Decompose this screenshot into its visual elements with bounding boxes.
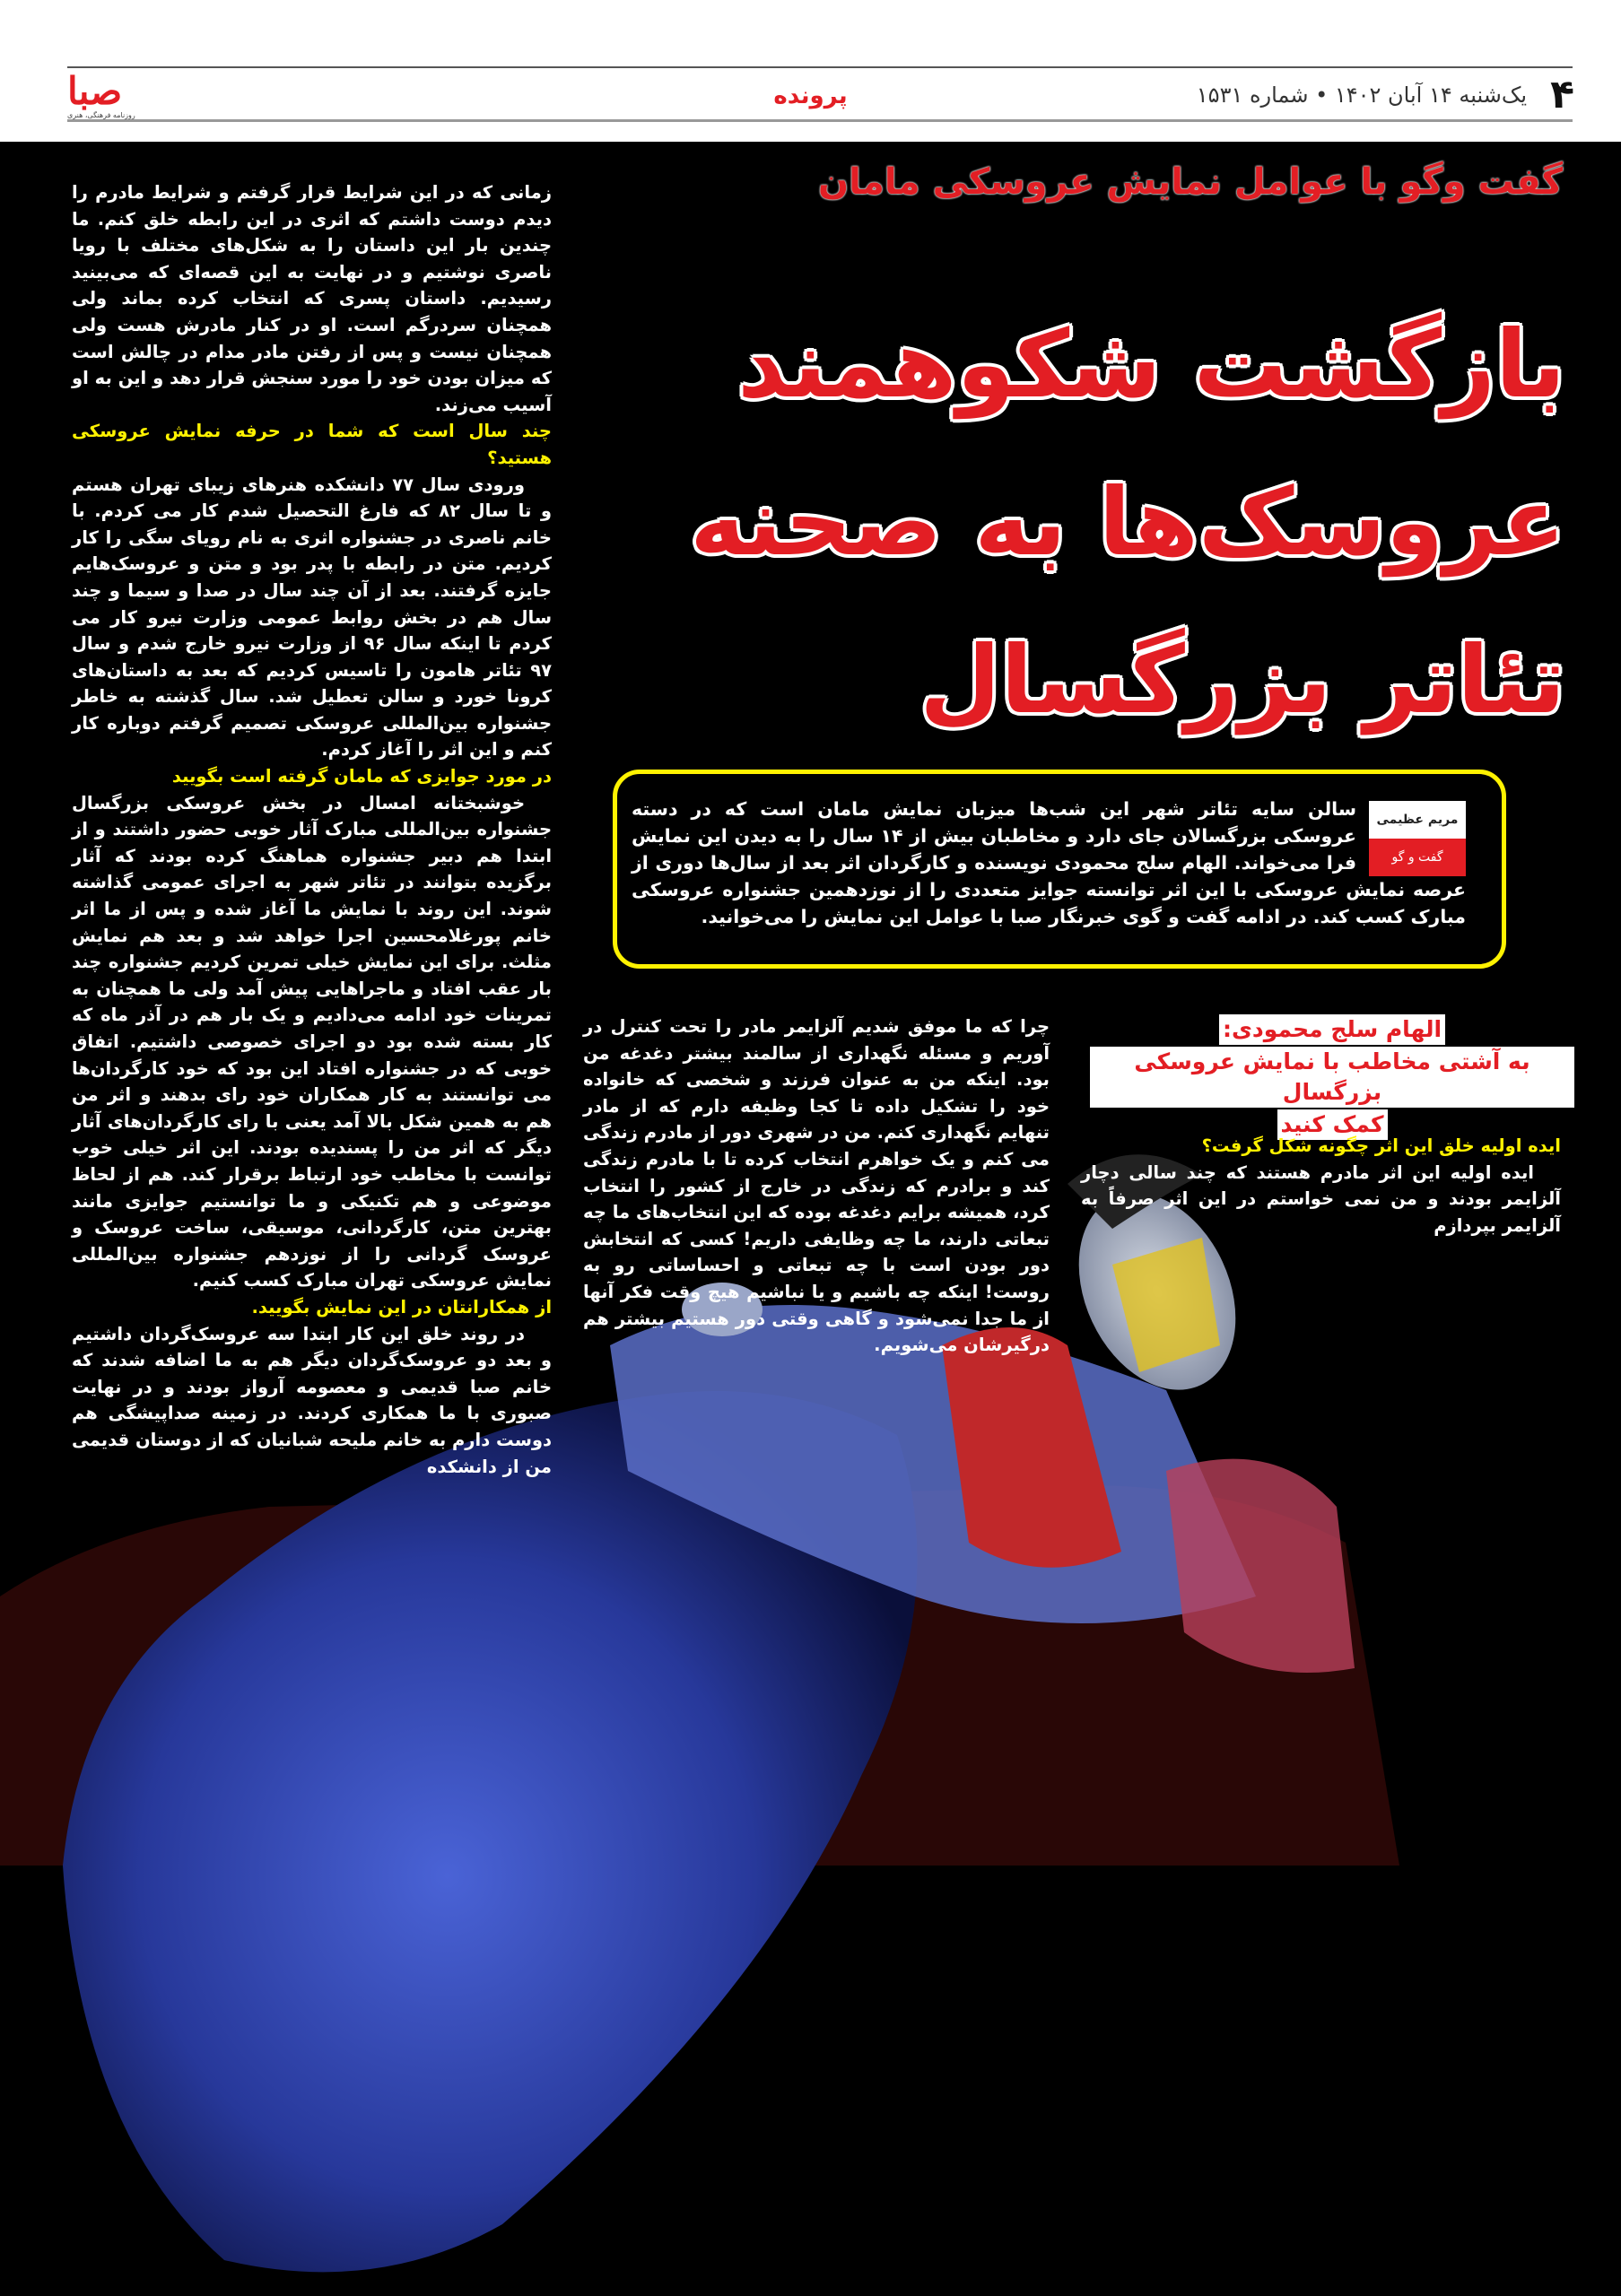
lead-paragraph: سالن سایه تئاتر شهر این شب‌ها میزبان نمایش مامان است که در دسته عروسکی بزرگسالان جای دارد و مخاطبان بیش از ۱۴ سال را به دیدن این نمایش فرا می‌خواند. الهام سلج محمودی نویسنده و کارگردان اثر بعد از سال‌ها دوری از عرصه نمایش عروسکی با این اثر توانسته جوایز متعددی را از نوزدهمین جشنواره عروسکی مبارک کسب کند. در ادامه گفت و گوی خبرنگار صبا با عوامل این نمایش را می‌خوانید. [632, 798, 1466, 927]
logo-mark: صبا [67, 69, 123, 113]
article-column-left [72, 179, 552, 1480]
pull-quote [1090, 1013, 1574, 1141]
byline-badge [1369, 801, 1466, 876]
interview-question: از همکارانتان در این نمایش بگویید. [251, 1296, 552, 1318]
byline-category: گفت و گو [1369, 839, 1466, 876]
pull-quote-line: الهام سلج محمودی: [1219, 1014, 1445, 1045]
header-top-rule [67, 66, 1573, 68]
author-name: مریم عظیمی [1369, 801, 1466, 839]
interview-question: ایده اولیه خلق این اثر چگونه شکل گرفت؟ [1201, 1135, 1561, 1156]
date-issue: یک‌شنبه ۱۴ آبان ۱۴۰۲ • شماره ۱۵۳۱ [1196, 83, 1527, 108]
logo-subtitle: روزنامه فرهنگی، هنری [67, 111, 135, 119]
header-bottom-rule [67, 119, 1573, 122]
saba-logo [67, 69, 153, 121]
headline-line: بازگشت شکوهمند [737, 309, 1565, 419]
page-number: ۴ [1550, 72, 1574, 117]
interview-question: چند سال است که شما در حرفه نمایش عروسکی هستید؟ [72, 421, 552, 468]
article-headline [623, 285, 1565, 759]
interview-question: در مورد جوایزی که مامان گرفته است بگویید [171, 766, 552, 787]
pull-quote-line: به آشتی مخاطب با نمایش عروسکی بزرگسال [1090, 1047, 1574, 1108]
article-column-middle [583, 1013, 1050, 1359]
pull-quote-line: کمک کنید [1277, 1109, 1388, 1140]
body-paragraph: ایده اولیه این اثر مادرم هستند که چند سالی دچار آلزایمر بودند و من نمی خواستم در این اثر صرفاً به آلزایمر بپردازم [1081, 1161, 1561, 1236]
article-column-right [1081, 1133, 1561, 1239]
body-paragraph: خوشبختانه امسال در بخش عروسکی بزرگسال جشنواره بین‌المللی مبارک آثار خوبی حضور داشتند و از ابتدا هم دبیر جشنواره هماهنگ کرده بودند که آثار برگزیده بتوانند در تئاتر شهر به اجرای عمومی گذاشته شوند. این روند با نمایش ما آغاز شده و پس از ما اثر خانم پورغلامحسین اجرا خواهد شد و بعد هم نمایش مثلث. برای این نمایش خیلی تمرین کردیم جشنواره چند بار عقب افتاد و ماجراهایی پیش آمد ولی ما همچنان به تمرینات خود ادامه می‌دادیم و یک بار هم در آذر ماه که کار بسته شده بود دو اجرای خصوصی داشتیم. اتفاق خوبی که در جشنواره افتاد این بود که خود کارگردان‌ها می توانستند به کار همکاران خود رای بدهند و اثر من هم به همین شکل بالا آمد یعنی با رای کارگردان‌های آثار دیگر که اثر من را پسندیده بودند. این اثر خیلی خوب توانست با مخاطب خود ارتباط برقرار کند. هم از لحاظ موضوعی و هم تکنیکی و ما توانستیم جوایزی مانند بهترین متن، کارگردانی، موسیقی، ساخت عروسک و عروسک گردانی را از نوزدهم جشنواره بین‌المللی نمایش عروسکی تهران مبارک کسب کنیم. [72, 792, 552, 1292]
lead-box [613, 770, 1506, 969]
lead-text-wrap [632, 796, 1466, 930]
body-paragraph: چرا که ما موفق شدیم آلزایمر مادر را تحت کنترل در آوریم و مسئله نگهداری از سالمند بیشتر دغدغه من بود. اینکه من به عنوان فرزند و شخصی که خانواده خود را تشکیل داده تا کجا وظیفه دارم که از مادر تنهایم نگهداری کنم. من در شهری دور از مادرم زندگی می کنم و یک خواهرم انتخاب کرده تا با مادرم زندگی کند و برادرم که زندگی در خارج از کشور را انتخاب کرد، همیشه برایم دغدغه بوده که این انتخاب‌های ما چه تبعاتی دارند، ما چه وظایفی داریم! کسی که انتخابش دور بودن است با چه تبعاتی و احساساتی رو به روست! اینکه چه باشیم و یا نباشیم هیچ وقت فکر آنها از ما جدا نمی‌شود و گاهی وقتی دور هستیم بیشتر هم درگیرشان می‌شویم. [583, 1016, 1050, 1356]
body-paragraph: زمانی که در این شرایط قرار گرفتم و شرایط مادرم را دیدم دوست داشتم که اثری در این رابطه خلق کنم. ما چندین بار این داستان را به شکل‌های مختلف با رویا ناصری نوشتیم و در نهایت به این قصه‌ای که می‌بینید رسیدیم. داستان پسری که انتخاب کرده بماند ولی همچنان سردرگم است. او در کنار مادرش هست ولی همچنان نیست و پس از رفتن مادر مدام در چالش است که میزان بودن خود را مورد سنجش قرار دهد و این به او آسیب می‌زند. [72, 182, 552, 415]
headline-line: عروسک‌ها به صحنه [690, 467, 1565, 577]
article-kicker: گفت وگو با عوامل نمایش عروسکی مامان [817, 161, 1563, 203]
body-paragraph: در روند خلق این کار ابتدا سه عروسک‌گردان داشتیم و بعد دو عروسک‌گردان دیگر هم به ما اضافه شدند که خانم صبا قدیمی و معصومه آرواز بودند و در نهایت صبوری با ما همکاری کردند. در زمینه صداپیشگی هم دوست دارم به خانم ملیحه شبانیان که از دوستان قدیمی من از دانشکده [72, 1323, 552, 1477]
body-paragraph: ورودی سال ۷۷ دانشکده هنرهای زیبای تهران هستم و تا سال ۸۲ که فارغ التحصیل شدم کار می کردم. با خانم ناصری در جشنواره اثری به نام رویای سگی را کار کردیم. متن در رابطه با پدر بود و متن و عروسک‌هایم جایزه گرفتند. بعد از آن چند سال در صدا و سیما و چند سال هم در بخش روابط عمومی وزارت نیرو کار می کردم تا اینکه سال ۹۶ از وزارت نیرو خارج شدم و سال ۹۷ تئاتر هامون را تاسیس کردیم که بعد به داستان‌های کرونا خورد و سالن تعطیل شد. سال گذشته به خاطر جشنواره بین‌المللی عروسکی تصمیم گرفتم دوباره کار کنم و این اثر را آغاز کردم. [72, 474, 552, 761]
section-title: پرونده [773, 83, 848, 109]
masthead [0, 0, 1621, 142]
headline-line: تئاتر بزرگسال [919, 625, 1565, 735]
